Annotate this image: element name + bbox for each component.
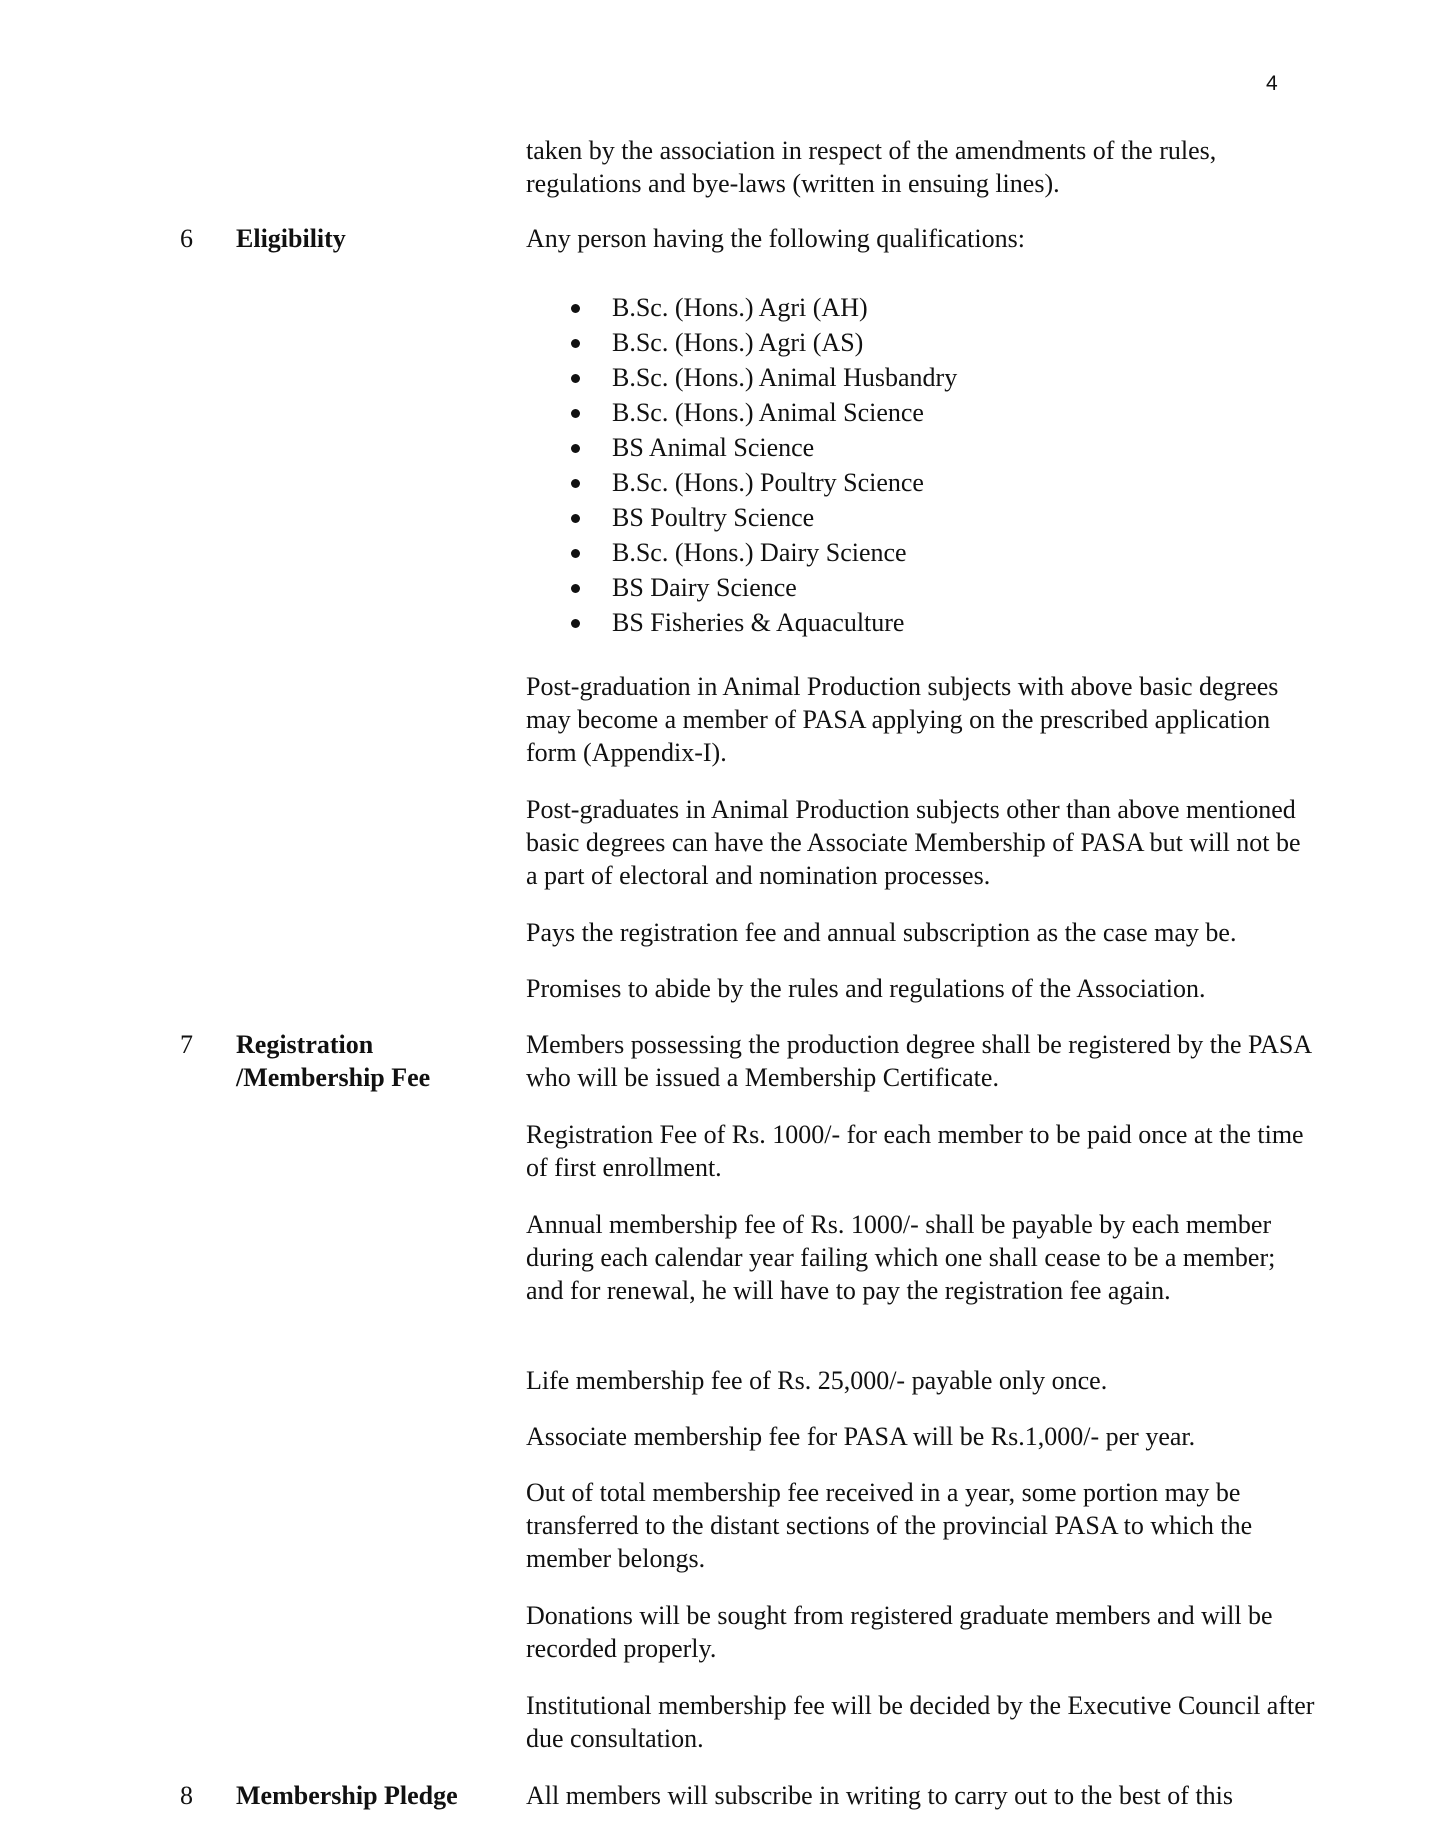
section-title: Registration /Membership Fee bbox=[236, 1030, 431, 1092]
intro-paragraph: taken by the association in respect of the amendments of the rules, regulations and bye-laws (written in ensuing lines). bbox=[526, 136, 1217, 198]
paragraph: All members will subscribe in writing to carry out to the best of this bbox=[526, 1781, 1233, 1810]
paragraph: Donations will be sought from registered graduate members and will be recorded properly. bbox=[526, 1601, 1273, 1663]
paragraph: Associate membership fee for PASA will be Rs.1,000/- per year. bbox=[526, 1422, 1196, 1451]
section-number: 6 bbox=[180, 224, 193, 253]
bullet-icon bbox=[571, 304, 580, 313]
paragraph: Post-graduates in Animal Production subjects other than above mentioned basic degrees can have the Associate Membership of PASA but will not be a part of electoral and nomination processes. bbox=[526, 795, 1301, 890]
bullet-icon bbox=[571, 619, 580, 628]
paragraph: Out of total membership fee received in a year, some portion may be transferred to the distant sections of the provincial PASA to which the member belongs. bbox=[526, 1478, 1253, 1573]
bullet-icon bbox=[571, 444, 580, 453]
bullet-icon bbox=[571, 339, 580, 348]
paragraph: Registration Fee of Rs. 1000/- for each member to be paid once at the time of first enrollment. bbox=[526, 1120, 1304, 1182]
paragraph: Annual membership fee of Rs. 1000/- shall be payable by each member during each calendar year failing which one shall cease to be a member; and for renewal, he will have to pay the registration fee again. bbox=[526, 1210, 1276, 1305]
qualification-list bbox=[526, 290, 1316, 640]
paragraph: Post-graduation in Animal Production subjects with above basic degrees may become a member of PASA applying on the prescribed application form (Appendix-I). bbox=[526, 672, 1279, 767]
paragraph: Life membership fee of Rs. 25,000/- payable only once. bbox=[526, 1366, 1108, 1395]
paragraph: Institutional membership fee will be decided by the Executive Council after due consultation. bbox=[526, 1691, 1315, 1753]
list-item: BS Fisheries & Aquaculture bbox=[526, 605, 1316, 640]
paragraph: Members possessing the production degree shall be registered by the PASA who will be issued a Membership Certificate. bbox=[526, 1030, 1311, 1092]
list-item: B.Sc. (Hons.) Agri (AS) bbox=[526, 325, 1316, 360]
bullet-icon bbox=[571, 374, 580, 383]
section-title: Eligibility bbox=[236, 224, 346, 253]
bullet-icon bbox=[571, 549, 580, 558]
list-item: BS Poultry Science bbox=[526, 500, 1316, 535]
list-item: B.Sc. (Hons.) Poultry Science bbox=[526, 465, 1316, 500]
bullet-icon bbox=[571, 409, 580, 418]
section-lead: Any person having the following qualifications: bbox=[526, 224, 1025, 253]
bullet-icon bbox=[571, 514, 580, 523]
list-item: B.Sc. (Hons.) Animal Husbandry bbox=[526, 360, 1316, 395]
bullet-icon bbox=[571, 584, 580, 593]
paragraph: Pays the registration fee and annual subscription as the case may be. bbox=[526, 918, 1237, 947]
list-item: B.Sc. (Hons.) Agri (AH) bbox=[526, 290, 1316, 325]
section-number: 8 bbox=[180, 1781, 193, 1810]
section-number: 7 bbox=[180, 1030, 193, 1059]
section-title: Membership Pledge bbox=[236, 1781, 458, 1810]
list-item: B.Sc. (Hons.) Dairy Science bbox=[526, 535, 1316, 570]
list-item: B.Sc. (Hons.) Animal Science bbox=[526, 395, 1316, 430]
paragraph: Promises to abide by the rules and regulations of the Association. bbox=[526, 974, 1206, 1003]
list-item: BS Animal Science bbox=[526, 430, 1316, 465]
list-item: BS Dairy Science bbox=[526, 570, 1316, 605]
bullet-icon bbox=[571, 479, 580, 488]
page-number: 4 bbox=[1266, 72, 1278, 95]
